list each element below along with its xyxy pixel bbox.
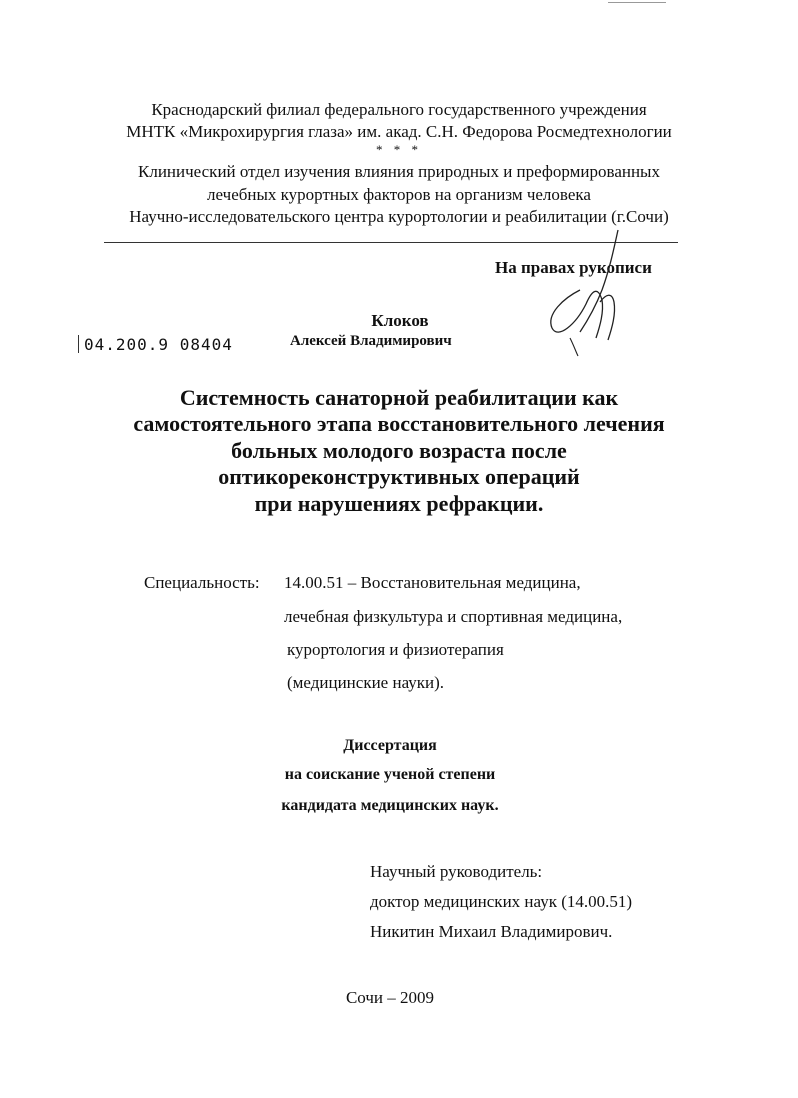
registration-stamp: 04.200.9 08404	[84, 335, 233, 354]
header-line-5: Научно-исследовательского центра курортологии и реабилитации (г.Сочи)	[129, 207, 669, 226]
header-separator: * * *	[376, 142, 422, 157]
dissertation-line-3: кандидата медицинских наук.	[281, 797, 499, 814]
author-name: Алексей Владимирович	[290, 333, 452, 349]
title-line-2: самостоятельного этапа восстановительного лечения	[133, 411, 665, 436]
place-year: Сочи – 2009	[345, 988, 435, 1007]
registration-stamp-wrap	[84, 335, 233, 355]
header-line-1: Краснодарский филиал федерального государственного учреждения	[151, 100, 647, 119]
specialty-label: Специальность:	[144, 573, 260, 592]
title-line-3: больных молодого возраста после	[231, 438, 567, 463]
title-line-1: Системность санаторной реабилитации как	[179, 385, 619, 410]
specialty-line-2: лечебная физкультура и спортивная медицина,	[284, 607, 623, 626]
author-surname: Клоков	[371, 311, 429, 330]
title-line-5: при нарушениях рефракции.	[254, 491, 544, 516]
header-line-4: лечебных курортных факторов на организм человека	[207, 185, 591, 204]
stamp-mark	[78, 335, 80, 353]
supervisor-degree: доктор медицинских наук (14.00.51)	[370, 892, 633, 911]
title-line-4: оптикореконструктивных операций	[218, 464, 580, 489]
header-line-2: МНТК «Микрохирургия глаза» им. акад. С.Н. Федорова Росмедтехнологии	[126, 122, 672, 141]
manuscript-note: На правах рукописи	[495, 258, 652, 277]
specialty-line-1: 14.00.51 – Восстановительная медицина,	[284, 573, 581, 592]
dissertation-line-1: Диссертация	[343, 737, 437, 754]
scan-top-marks	[608, 2, 666, 6]
specialty-line-4: (медицинские науки).	[287, 673, 445, 692]
signature	[540, 228, 630, 358]
supervisor-name: Никитин Михаил Владимирович.	[370, 922, 613, 941]
dissertation-line-2: на соискание ученой степени	[284, 766, 496, 783]
specialty-line-3: курортология и физиотерапия	[287, 640, 504, 659]
supervisor-label: Научный руководитель:	[370, 862, 543, 881]
header-line-3: Клинический отдел изучения влияния природных и преформированных	[138, 162, 660, 181]
